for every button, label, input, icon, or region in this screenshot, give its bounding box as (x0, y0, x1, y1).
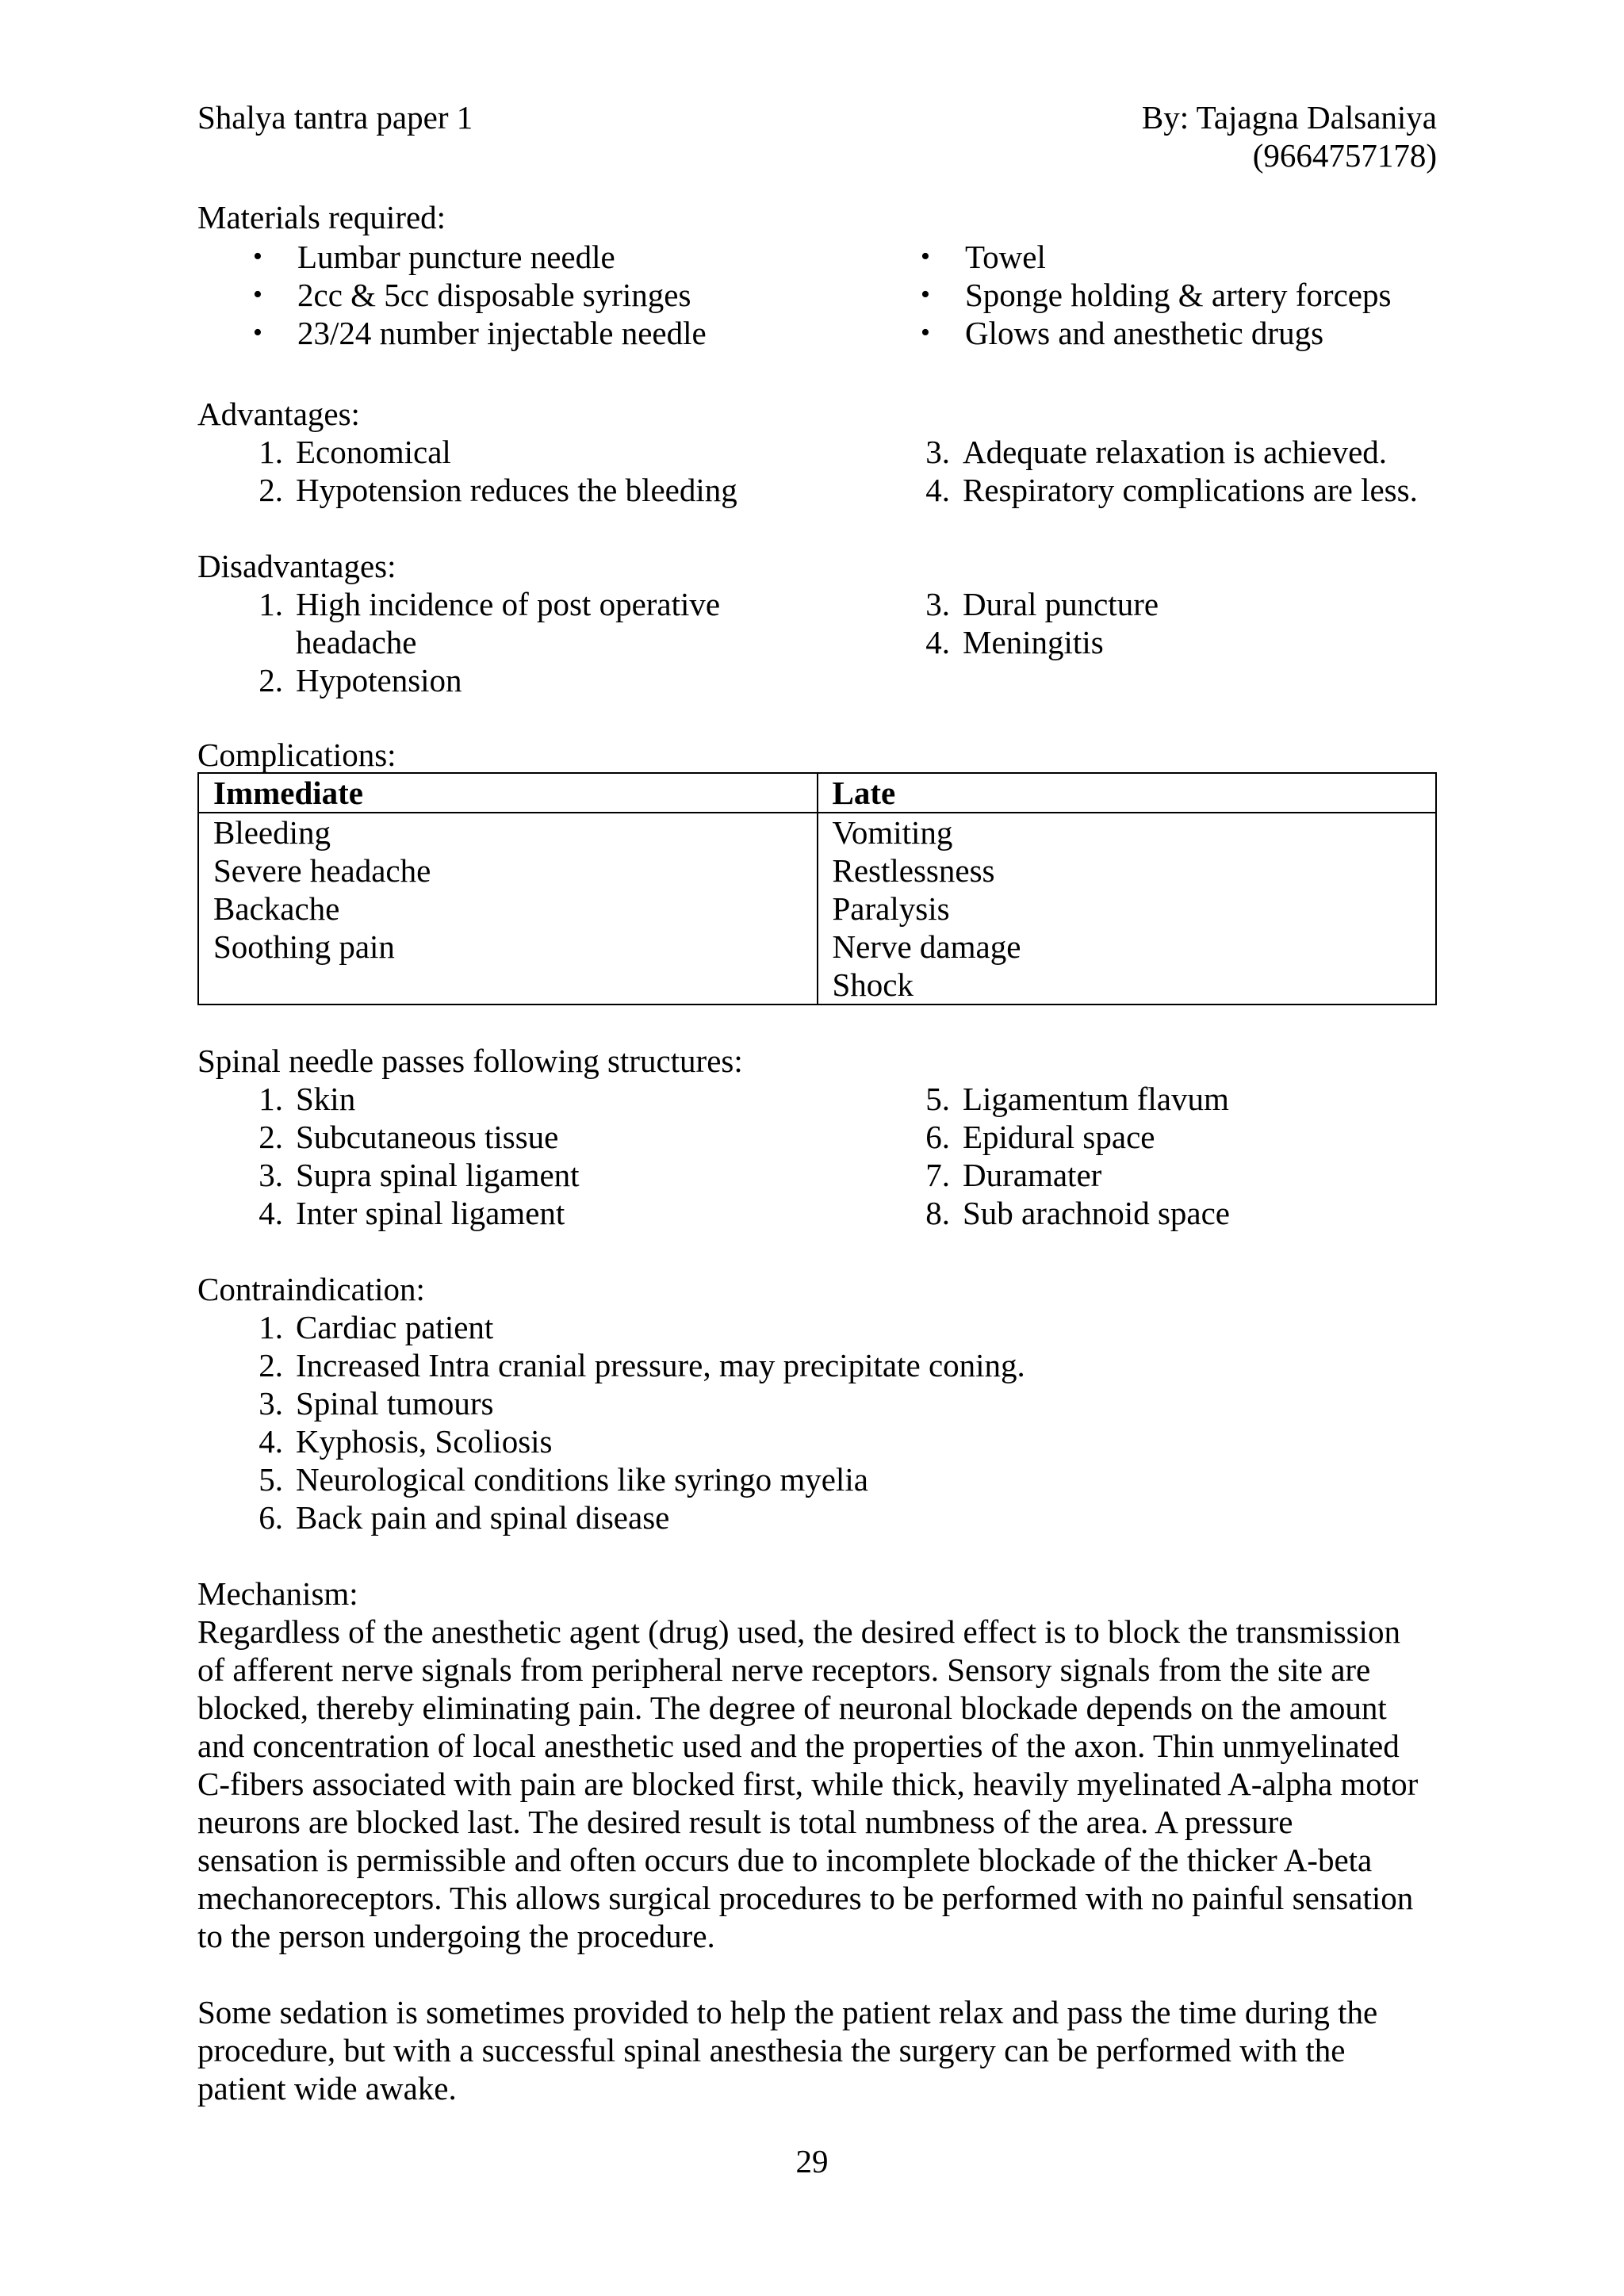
list-item: 3. Supra spinal ligament (259, 1157, 580, 1193)
header-title: Shalya tantra paper 1 (197, 99, 473, 136)
bullet-icon: • (921, 242, 930, 271)
disadvantages-left-list (247, 585, 720, 699)
table-header-row (198, 773, 1436, 813)
complications-title: Complications: (197, 737, 396, 773)
list-item: • Towel (916, 238, 1391, 276)
paragraph-line: procedure, but with a successful spinal anesthesia the surgery can be performed with the (197, 2032, 1346, 2068)
paragraph-line: of afferent nerve signals from peripheral nerve receptors. Sensory signals from the site are (197, 1651, 1371, 1688)
header-author-phone: (9664757178) (1252, 137, 1437, 174)
list-item: 6. Back pain and spinal disease (259, 1499, 670, 1536)
advantages-right-list (914, 433, 1418, 509)
list-item: 3. Dural puncture (925, 586, 1159, 622)
list-item: • Lumbar puncture needle (248, 238, 707, 276)
materials-title: Materials required: (197, 199, 446, 235)
complications-table (197, 772, 1437, 1005)
header-author-name: By: Tajagna Dalsaniya (1141, 99, 1437, 136)
list-item: 2. Increased Intra cranial pressure, may precipitate coning. (259, 1347, 1025, 1383)
paragraph-line: and concentration of local anesthetic used and the properties of the axon. Thin unmyelinated (197, 1728, 1400, 1764)
table-cell-item: Bleeding (213, 814, 331, 851)
structures-title: Spinal needle passes following structures: (197, 1043, 743, 1079)
paragraph-line: blocked, thereby eliminating pain. The degree of neuronal blockade depends on the amount (197, 1689, 1387, 1726)
list-item: 3. Adequate relaxation is achieved. (925, 434, 1388, 470)
table-row (198, 813, 1436, 1004)
list-item: 2. Hypotension reduces the bleeding (259, 472, 737, 508)
bullet-icon: • (253, 280, 262, 309)
paragraph-line: mechanoreceptors. This allows surgical procedures to be performed with no painful sensation (197, 1880, 1414, 1916)
table-cell-item: Nerve damage (832, 928, 1021, 965)
structures-left-list (247, 1080, 580, 1232)
list-item: 3. Spinal tumours (259, 1385, 494, 1422)
list-item: 2. Subcutaneous tissue (259, 1119, 559, 1155)
advantages-left-list (247, 433, 737, 509)
contraindication-title: Contraindication: (197, 1271, 425, 1307)
paragraph-line: to the person undergoing the procedure. (197, 1918, 715, 1954)
list-item: 4. Respiratory complications are less. (925, 472, 1418, 508)
mechanism-title: Mechanism: (197, 1575, 358, 1612)
mechanism-paragraph (197, 1613, 1450, 1955)
list-item: 4. Inter spinal ligament (259, 1195, 565, 1231)
paragraph-line: patient wide awake. (197, 2070, 457, 2107)
table-cell-item: Backache (213, 890, 340, 927)
list-item: 2. Hypotension (259, 662, 462, 698)
table-cell-item: Vomiting (832, 814, 953, 851)
paragraph-line: neurons are blocked last. The desired result is total numbness of the area. A pressure (197, 1804, 1293, 1840)
list-item: 5. Ligamentum flavum (925, 1081, 1229, 1117)
table-cell-item: Restlessness (832, 852, 995, 889)
list-item: 8. Sub arachnoid space (925, 1195, 1230, 1231)
list-item: • Glows and anesthetic drugs (916, 314, 1391, 352)
list-item: 4. Meningitis (925, 624, 1104, 660)
list-item: 4. Kyphosis, Scoliosis (259, 1423, 553, 1460)
table-cell-item: Soothing pain (213, 928, 395, 965)
list-item: 5. Neurological conditions like syringo myelia (259, 1461, 868, 1498)
column-header-immediate: Immediate (198, 773, 818, 813)
disadvantages-title: Disadvantages: (197, 548, 396, 584)
late-cell (818, 813, 1437, 1004)
bullet-icon: • (253, 318, 262, 347)
list-item: 1. Cardiac patient (259, 1309, 494, 1345)
sedation-paragraph (197, 1993, 1450, 2107)
list-item: 6. Epidural space (925, 1119, 1155, 1155)
paragraph-line: C-fibers associated with pain are blocked first, while thick, heavily myelinated A-alpha motor (197, 1766, 1419, 1802)
list-item: • 2cc & 5cc disposable syringes (248, 276, 707, 314)
list-item: • 23/24 number injectable needle (248, 314, 707, 352)
list-item: 1. High incidence of post operative headache (259, 586, 721, 660)
bullet-icon: • (921, 318, 930, 347)
advantages-title: Advantages: (197, 396, 360, 432)
column-header-late: Late (818, 773, 1437, 813)
materials-right-list (916, 238, 1391, 352)
contraindication-list (247, 1308, 1025, 1536)
page-number: 29 (795, 2143, 829, 2179)
paragraph-line: Some sedation is sometimes provided to help the patient relax and pass the time during the (197, 1994, 1378, 2030)
paragraph-line: sensation is permissible and often occurs due to incomplete blockade of the thicker A-beta (197, 1842, 1373, 1878)
list-item: 1. Economical (259, 434, 451, 470)
table-cell-item: Shock (832, 966, 914, 1003)
table-cell-item: Severe headache (213, 852, 431, 889)
disadvantages-right-list (914, 585, 1159, 661)
header-author (1142, 98, 1437, 174)
immediate-cell (198, 813, 818, 1004)
list-item: • Sponge holding & artery forceps (916, 276, 1391, 314)
list-item: 7. Duramater (925, 1157, 1102, 1193)
bullet-icon: • (253, 242, 262, 271)
paragraph-line: Regardless of the anesthetic agent (drug) used, the desired effect is to block the transmission (197, 1613, 1400, 1650)
structures-right-list (914, 1080, 1230, 1232)
list-item: 1. Skin (259, 1081, 356, 1117)
table-cell-item: Paralysis (832, 890, 950, 927)
bullet-icon: • (921, 280, 930, 309)
materials-left-list (248, 238, 707, 352)
